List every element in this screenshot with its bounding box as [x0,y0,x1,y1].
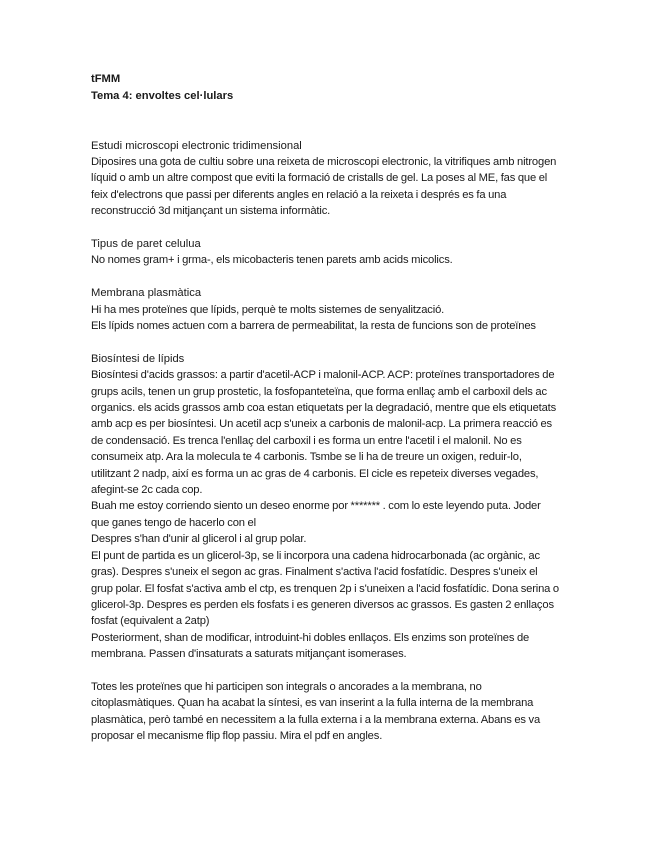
paragraph: Diposires una gota de cultiu sobre una reixeta de microscopi electronic, la vitrifiques amb nitrogen líquid o amb un altre compost que eviti la formació de cristalls de gel. La poses al ME, fas que el feix d'electrons que passi per diferents angles en relació a la reixeta i després es fa una reconstrucció 3d mitjançant un sistema informàtic. [91,156,557,218]
section-heading: Biosíntesi de lípids [91,352,185,365]
paragraph: El punt de partida es un glicerol-3p, se li incorpora una cadena hidrocarbonada (ac orgànic, ac gras). Despres s'uneix el segon ac gras. Finalment s'activa l'acid fosfatídic. Despres s'uneix el grup polar. El fosfat s'activa amb el ctp, es trenquen 2p i s'uneixen a l'acid fosfatídic. Dona serina o glicerol-3p. Despres es perden els fosfats i es generen diversos ac grassos. Es gasten 2 enllaços fosfat (equivalent a 2atp) [91,549,559,628]
document-subtitle: Tema 4: envoltes cel·lulars [91,89,234,102]
section-cell-wall [91,236,561,269]
section-plasma-membrane [91,285,561,334]
paragraph: No nomes gram+ i grma-, els micobacteris tenen parets amb acids micolics. [91,254,453,267]
document-title: tFMM [91,73,121,85]
paragraph: Despres s'han d'unir al glicerol i al grup polar. [91,533,307,546]
paragraph: Hi ha mes proteïnes que lípids, perquè te molts sistemes de senyalització. [91,303,445,316]
section-lipid-biosynthesis [91,351,561,663]
paragraph: Buah me estoy corriendo siento un deseo enorme por ******* . com lo este leyendo puta. Joder que ganes tengo de hacerlo con el [91,500,541,529]
section-heading: Estudi microscopi electronic tridimensional [91,139,302,152]
paragraph: Els lípids nomes actuen com a barrera de permeabilitat, la resta de funcions son de proteïnes [91,320,536,333]
section-heading: Membrana plasmàtica [91,287,202,300]
paragraph: Biosíntesi d'acids grassos: a partir d'acetil-ACP i malonil-ACP. ACP: proteïnes transportadores de grups acils, tenen un grup prostetic, la fosfopanteteïna, que forma enllaç amb el carboxil dels ac organics. els acids grassos amb coa estan etiquetats per la degradació, mentre que els etiquetats amb acp es per biosíntesi. Un acetil acp s'uneix a carbonis de malonil-acp. La primera reacció es de condensació. Es trenca l'enllaç del carboxil i es forma un entre l'acetil i el malonil. No es consumeix atp. Ara la molecula te 4 carbonis. Tsmbe se li ha de treure un oxigen, reduir-lo, utilitzant 2 nadp, així es forma un ac gras de 4 carbonis. El cicle es repeteix diverses vegades, afegint-se 2c cada cop. [91,369,557,497]
document-body [91,71,561,745]
section-microscopy [91,138,561,220]
paragraph: Posteriorment, shan de modificar, introduint-hi dobles enllaços. Els enzims son proteïnes de membrana. Passen d'insaturats a saturats mitjançant isomerases. [91,631,530,661]
paragraph: Totes les proteïnes que hi participen son integrals o ancorades a la membrana, no citoplasmàtiques. Quan ha acabat la síntesi, es van inserint a la fulla interna de la membrana plasmàtica, però també en necessitem a la fulla externa i a la membrana externa. Abans es va proposar el mecanisme flip flop passiu. Mira el pdf en angles. [91,680,541,743]
section-membrane-proteins [91,679,561,745]
section-heading: Tipus de paret celulua [91,238,201,251]
